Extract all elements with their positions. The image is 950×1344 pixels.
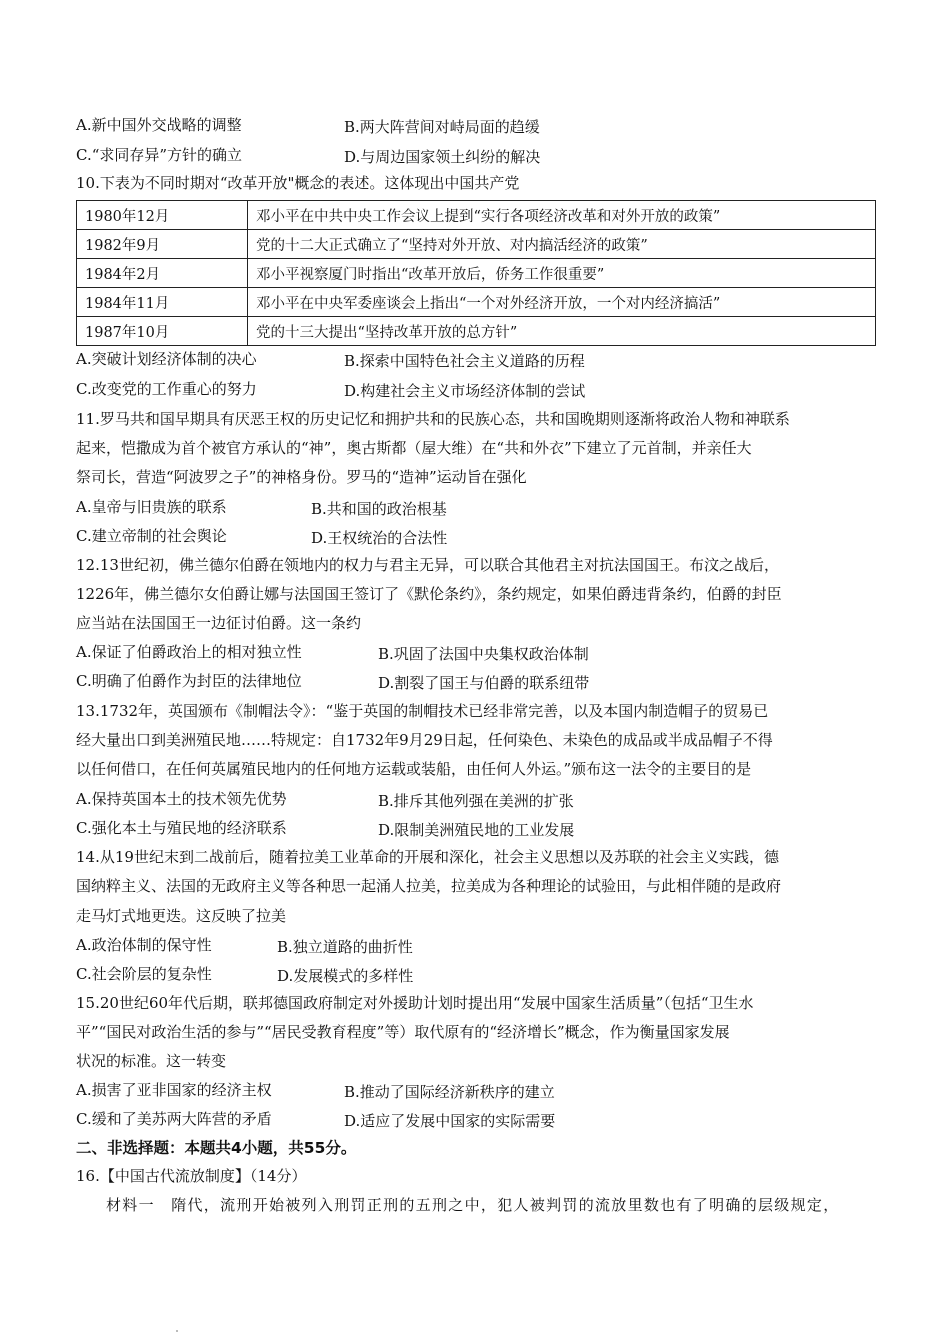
q11-option-c: C.建立帝制的社会舆论 <box>76 527 227 545</box>
table-row <box>77 259 876 288</box>
q14-option-b: B.独立道路的曲折性 <box>277 938 413 956</box>
section-heading: 二、非选择题：本题共4小题，共55分。 <box>76 1139 357 1157</box>
q12-line-2: 1226年，佛兰德尔女伯爵让娜与法国国王签订了《默伦条约》，条约规定，如果伯爵违背条约，伯爵的封臣 <box>76 585 782 603</box>
q16-title: 16.【中国古代流放制度】（14分） <box>76 1167 307 1185</box>
table-row <box>77 201 876 230</box>
q13-option-b: B.排斥其他列强在美洲的扩张 <box>378 792 574 810</box>
table-row <box>77 317 876 346</box>
q13-line-3: 以任何借口，在任何英属殖民地内的任何地方运载或装船，由任何人外运。”颁布这一法令的主要目的是 <box>76 760 752 778</box>
q10-option-d: D.构建社会主义市场经济体制的尝试 <box>344 382 586 400</box>
q9-option-a: A.新中国外交战略的调整 <box>76 116 242 134</box>
q13-line-2: 经大量出口到美洲殖民地……特规定：自1732年9月29日起，任何染色、未染色的成品或半成品帽子不得 <box>76 731 773 749</box>
q13-option-c: C.强化本土与殖民地的经济联系 <box>76 819 287 837</box>
q12-option-d: D.割裂了国王与伯爵的联系纽带 <box>378 674 590 692</box>
q11-line-3: 祭司长，营造“阿波罗之子”的神格身份。罗马的“造神”运动旨在强化 <box>76 468 527 486</box>
q14-line-1: 14.从19世纪末到二战前后，随着拉美工业革命的开展和深化，社会主义思想以及苏联的社会主义实践，德 <box>76 848 779 866</box>
table-date: 1980年12月 <box>77 201 248 230</box>
q12-option-a: A.保证了伯爵政治上的相对独立性 <box>76 643 302 661</box>
q14-option-c: C.社会阶层的复杂性 <box>76 965 212 983</box>
q11-line-2: 起来，恺撒成为首个被官方承认的“神”，奥古斯都（屋大维）在“共和外衣”下建立了元首制，并亲任大 <box>76 439 752 457</box>
q15-option-d: D.适应了发展中国家的实际需要 <box>344 1112 556 1130</box>
q12-option-b: B.巩固了法国中央集权政治体制 <box>378 645 589 663</box>
q13-option-a: A.保持英国本土的技术领先优势 <box>76 790 287 808</box>
q12-option-c: C.明确了伯爵作为封臣的法律地位 <box>76 672 302 690</box>
table-date: 1982年9月 <box>77 230 248 259</box>
table-date: 1984年2月 <box>77 259 248 288</box>
q15-line-3: 状况的标准。这一转变 <box>76 1052 227 1070</box>
q16-material-1: 材料一 隋代，流刑开始被列入刑罚正刑的五刑之中，犯人被判罚的流放里数也有了明确的层级规定， <box>106 1196 840 1214</box>
q10-table <box>76 200 876 346</box>
q14-option-d: D.发展模式的多样性 <box>277 967 414 985</box>
q13-option-d: D.限制美洲殖民地的工业发展 <box>378 821 575 839</box>
q12-line-1: 12.13世纪初，佛兰德尔伯爵在领地内的权力与君主无异，可以联合其他君主对抗法国国王。布汶之战后， <box>76 556 779 574</box>
q10-stem: 10.下表为不同时期对“改革开放"概念的表述。这体现出中国共产党 <box>76 174 520 192</box>
table-text: 党的十二大正式确立了“坚持对外开放、对内搞活经济的政策” <box>248 230 876 259</box>
q15-line-1: 15.20世纪60年代后期，联邦德国政府制定对外援助计划时提出用“发展中国家生活质量”（包括“卫生水 <box>76 994 754 1012</box>
q12-line-3: 应当站在法国国王一边征讨伯爵。这一条约 <box>76 614 362 632</box>
table-row <box>77 230 876 259</box>
q15-line-2: 平”“国民对政治生活的参与”“居民受教育程度”等）取代原有的“经济增长”概念，作为衡量国家发展 <box>76 1023 730 1041</box>
table-row <box>77 288 876 317</box>
q14-line-3: 走马灯式地更迭。这反映了拉美 <box>76 907 287 925</box>
q13-line-1: 13.1732年，英国颁布《制帽法令》：“鉴于英国的制帽技术已经非常完善，以及本国内制造帽子的贸易已 <box>76 702 769 720</box>
q10-option-a: A.突破计划经济体制的决心 <box>76 350 257 368</box>
table-text: 邓小平在中央军委座谈会上指出“一个对外经济开放，一个对内经济搞活” <box>248 288 876 317</box>
q15-option-c: C.缓和了美苏两大阵营的矛盾 <box>76 1110 272 1128</box>
table-text: 邓小平视察厦门时指出“改革开放后，侨务工作很重要” <box>248 259 876 288</box>
table-text: 邓小平在中共中央工作会议上提到“实行各项经济改革和对外开放的政策” <box>248 201 876 230</box>
q15-option-b: B.推动了国际经济新秩序的建立 <box>344 1083 555 1101</box>
q14-line-2: 国纳粹主义、法国的无政府主义等各种思一起涌人拉美，拉美成为各种理论的试验田，与此相伴随的是政府 <box>76 877 782 895</box>
q9-option-b: B.两大阵营间对峙局面的趋缓 <box>344 118 540 136</box>
q10-option-c: C.改变党的工作重心的努力 <box>76 380 257 398</box>
table-date: 1987年10月 <box>77 317 248 346</box>
q14-option-a: A.政治体制的保守性 <box>76 936 212 954</box>
q15-option-a: A.损害了亚非国家的经济主权 <box>76 1081 272 1099</box>
q11-option-b: B.共和国的政治根基 <box>311 500 447 518</box>
q11-option-a: A.皇帝与旧贵族的联系 <box>76 498 227 516</box>
q9-option-c: C.“求同存异”方针的确立 <box>76 146 243 164</box>
table-text: 党的十三大提出“坚持改革开放的总方针” <box>248 317 876 346</box>
q9-option-d: D.与周边国家领土纠纷的解决 <box>344 148 541 166</box>
q11-line-1: 11.罗马共和国早期具有厌恶王权的历史记忆和拥护共和的民族心态，共和国晚期则逐渐将政治人物和神联系 <box>76 410 790 428</box>
q11-option-d: D.王权统治的合法性 <box>311 529 448 547</box>
q10-option-b: B.探索中国特色社会主义道路的历程 <box>344 352 585 370</box>
scan-dot <box>176 1330 178 1332</box>
table-date: 1984年11月 <box>77 288 248 317</box>
